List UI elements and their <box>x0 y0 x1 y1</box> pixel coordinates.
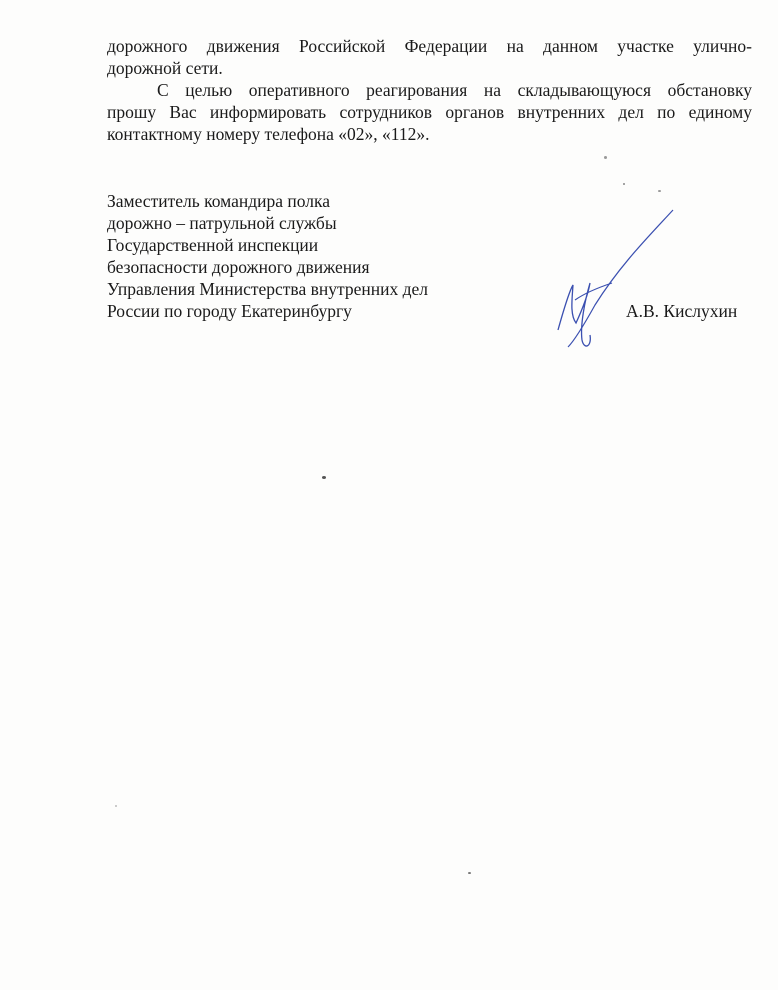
scan-speck <box>468 872 471 874</box>
body-line-1: дорожного движения Российской Федерации на данном участке улично- <box>107 36 752 56</box>
signatory-title <box>107 190 428 322</box>
handwritten-signature <box>540 205 690 355</box>
signatory-title-line-6: России по городу Екатеринбургу <box>107 301 352 321</box>
signatory-title-line-4: безопасности дорожного движения <box>107 257 370 277</box>
scan-speck <box>322 476 326 479</box>
body-line-5: контактному номеру телефона «02», «112». <box>107 124 430 144</box>
scan-speck <box>623 183 625 185</box>
signature-stroke-long <box>568 210 673 347</box>
signatory-title-line-1: Заместитель командира полка <box>107 191 330 211</box>
body-line-2: дорожной сети. <box>107 58 223 78</box>
signature-stroke-initials <box>558 283 590 346</box>
signatory-title-line-2: дорожно – патрульной службы <box>107 213 337 233</box>
signatory-name: А.В. Кислухин <box>626 301 738 321</box>
scan-speck <box>604 156 607 159</box>
scan-speck <box>658 190 661 192</box>
signature-stroke-cross <box>575 283 612 300</box>
letter-body <box>107 35 752 145</box>
signatory-title-line-3: Государственной инспекции <box>107 235 319 255</box>
body-line-4: прошу Вас информировать сотрудников органов внутренних дел по единому <box>107 102 752 122</box>
signatory-title-line-5: Управления Министерства внутренних дел <box>107 279 428 299</box>
scan-speck <box>115 805 117 807</box>
body-line-3: С целью оперативного реагирования на складывающуюся обстановку <box>157 80 752 100</box>
